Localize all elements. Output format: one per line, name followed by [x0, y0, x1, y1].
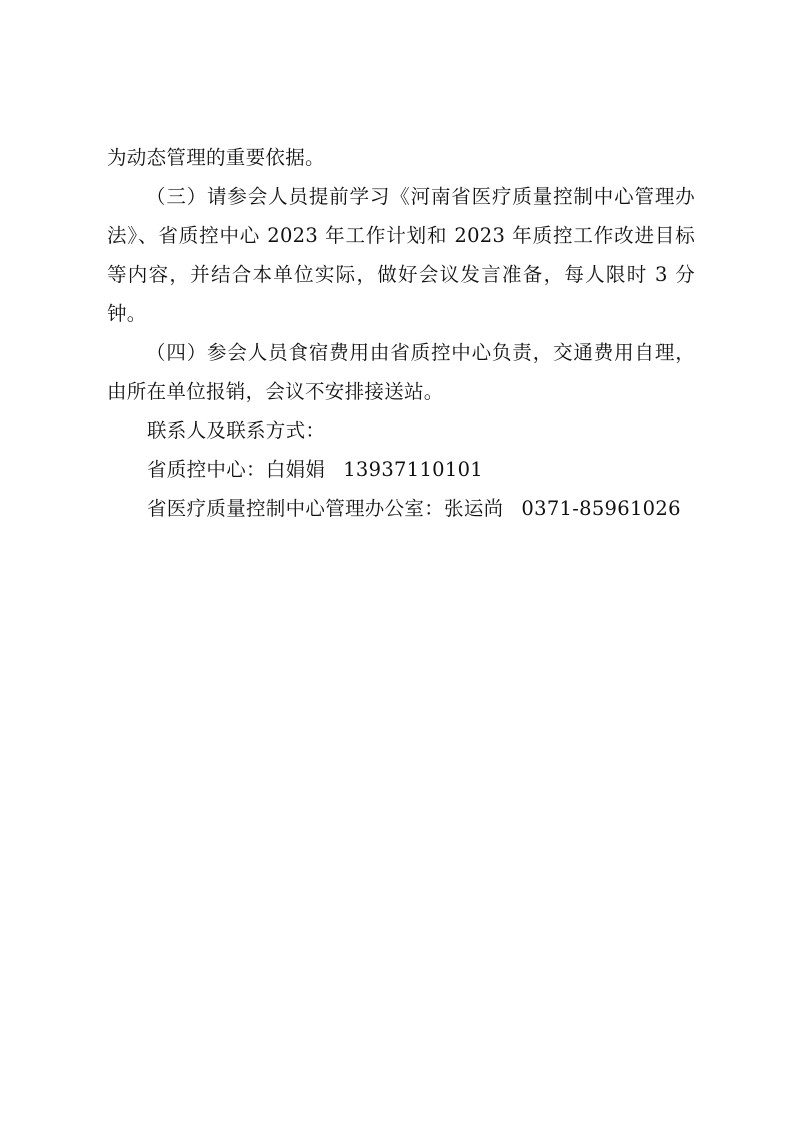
paragraph-continuation: 为动态管理的重要依据。 — [107, 146, 325, 169]
document-body — [107, 138, 695, 528]
paragraph-item-4: （四）参会人员食宿费用由省质控中心负责，交通费用自理，由所在单位报销，会议不安排接送站。 — [107, 341, 695, 403]
contact-office-name: 张运尚 — [444, 497, 504, 520]
paragraph-item-3: （三）请参会人员提前学习《河南省医疗质量控制中心管理办法》、省质控中心 2023 年工作计划和 2023 年质控工作改进目标等内容，并结合本单位实际，做好会议发言准备，每人限时 3 分钟。 — [107, 185, 695, 325]
contact-center-name: 白娟娟 — [265, 458, 326, 481]
contact-center-phone: 13937110101 — [343, 458, 483, 481]
contacts-heading: 联系人及联系方式： — [147, 419, 326, 442]
contact-center-org: 省质控中心： — [147, 458, 266, 481]
contact-office-org: 省医疗质量控制中心管理办公室： — [147, 497, 445, 520]
contact-office-phone: 0371-85961026 — [521, 497, 681, 520]
contact-center — [107, 450, 695, 489]
contact-office — [107, 489, 695, 528]
